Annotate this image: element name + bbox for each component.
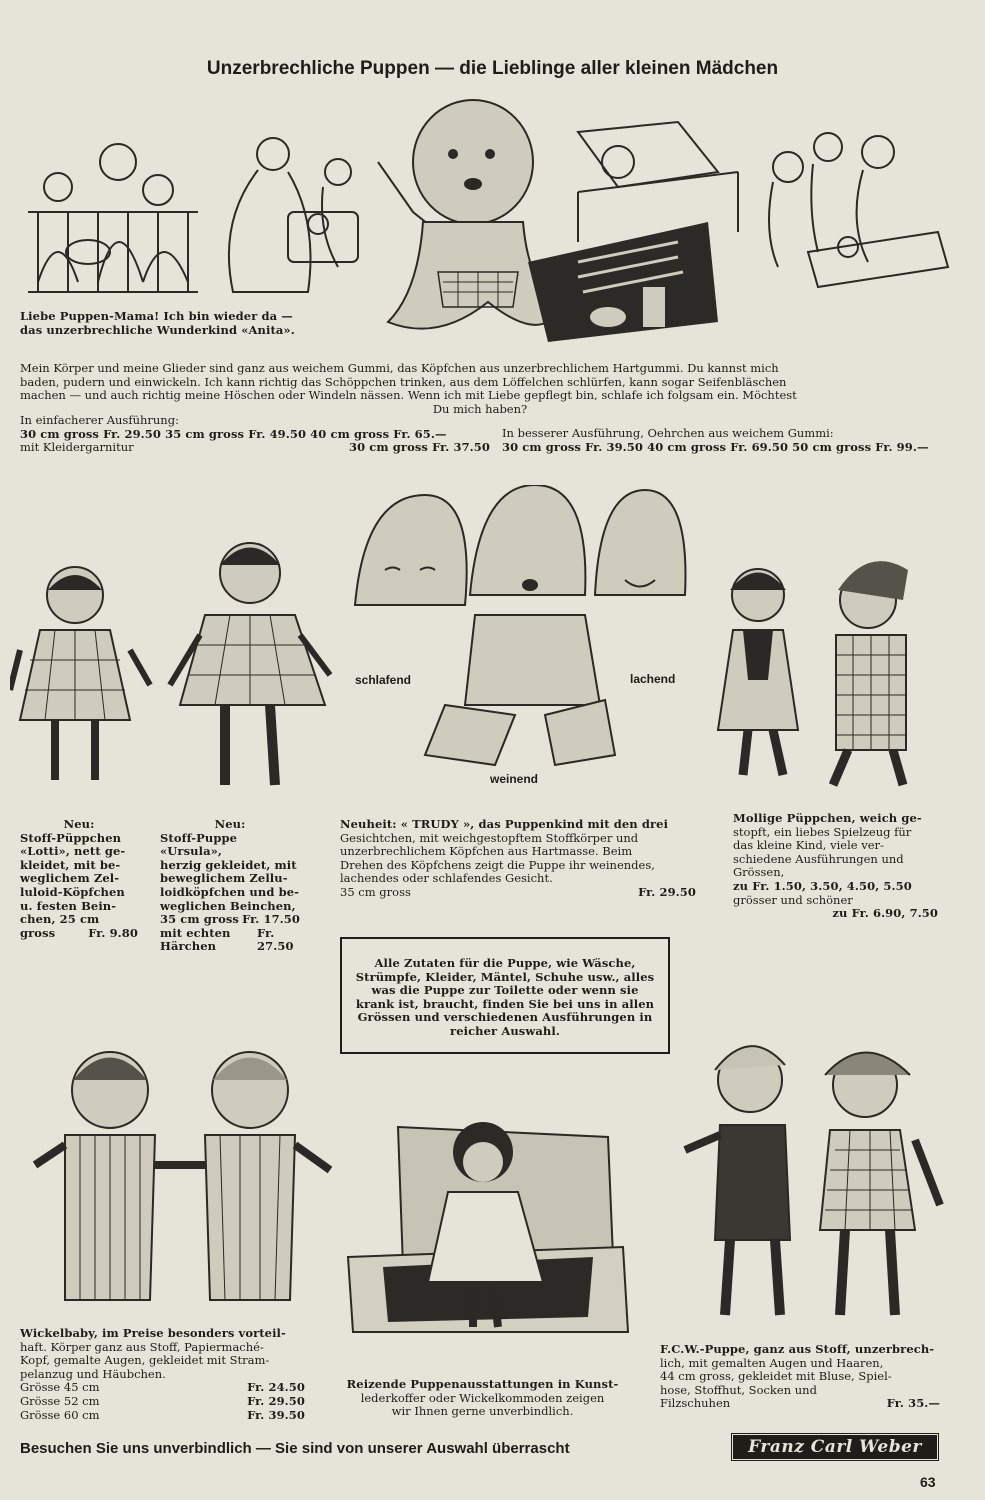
koffer-line: wir Ihnen gerne unverbindlich. [391,1404,574,1419]
fcw-line: lich, mit gemalten Augen und Haaren, [660,1355,884,1370]
trudy-line: Gesichtchen, mit weichgestopftem Stoffkörper und [340,830,639,845]
trudy-description [340,818,696,900]
anita-simple-prices [20,414,490,455]
franz-carl-weber-logo: Franz Carl Weber [730,1432,940,1462]
fcw-line: 44 cm gross, gekleidet mit Bluse, Spiel- [660,1369,892,1384]
footer-slogan: Besuchen Sie uns unverbindlich — Sie sind von unserer Auswahl überrascht [20,1440,570,1457]
mollige-dolls-illustration [708,560,938,795]
mollige-price-row1: zu Fr. 1.50, 3.50, 4.50, 5.50 [733,878,912,893]
size-price: Fr. 29.50 [247,1393,305,1408]
trudy-label-sleeping: schlafend [355,673,412,687]
anita-body-line: Mein Körper und meine Glieder sind ganz aus weichem Gummi, das Köpfchen aus unzerbrechlichem Hartgummi. Du kannst mich [20,361,779,375]
koffer-description [340,1378,625,1419]
utensil-tray [528,222,718,342]
accessories-notice-box [340,937,670,1054]
trudy-line: lachendes oder schlafendes Gesicht. [340,871,553,886]
trudy-doll-illustration [345,485,700,785]
trudy-laughing-face [595,490,686,595]
anita-caption-line2: das unzerbrechliche Wunderkind «Anita». [20,322,295,337]
notice-line: reicher Auswahl. [450,1023,560,1038]
baby-doll-anita [378,100,558,329]
anita-caption [20,310,295,337]
koffer-line: Reizende Puppenausstattungen in Kunst- [346,1377,619,1391]
fcw-line: hose, Stoffhut, Socken und [660,1382,817,1397]
lotti-price: Fr. 9.80 [88,925,138,940]
mollige-price-row2: grösser und schöner [733,892,853,907]
wickelbaby-line: Wickelbaby, im Preise besonders vorteil- [20,1326,286,1340]
trudy-size: 35 cm gross [340,884,411,899]
wickelbaby-size-row [20,1381,305,1395]
trudy-sleeping-face [355,495,467,605]
crib-sketch [578,122,738,242]
mollige-price-row3: zu Fr. 6.90, 7.50 [832,906,938,921]
trudy-label-crying: weinend [490,772,539,786]
ursula-doll-illustration [160,535,335,800]
lotti-doll-illustration [10,560,160,800]
lotti-line: Stoff-Püppchen [20,830,122,845]
wickelbaby-line: pelanzug und Häubchen. [20,1366,166,1381]
anita-caption-line1: Liebe Puppen-Mama! Ich bin wieder da — [20,309,293,323]
lotti-line: luloid-Köpfchen [20,884,125,899]
anita-body-line: baden, pudern und einwickeln. Ich kann richtig das Schöppchen trinken, aus dem Löffelchen schlürfen, kann sogar Seifenbläschen [20,374,787,389]
better-price-row: 30 cm gross Fr. 39.50 40 cm gross Fr. 69.50 50 cm gross Fr. 99.— [502,439,929,454]
size-price: Fr. 24.50 [247,1380,305,1395]
fcw-dolls-illustration [675,1030,945,1330]
ursula-line: Stoff-Puppe «Ursula», [160,830,238,859]
trudy-line: Drehen des Köpfchens zeigt die Puppe ihr weinendes, [340,857,655,872]
wickelbaby-illustration [25,1035,345,1320]
simple-row2-price: 30 cm gross Fr. 37.50 [349,440,490,455]
koffer-line: lederkoffer oder Wickelkommoden zeigen [360,1390,605,1405]
simple-row2-label: mit Kleidergarnitur [20,440,134,455]
mollige-line: das kleine Kind, viele ver- [733,838,884,853]
wickelbaby-line: haft. Körper ganz aus Stoff, Papiermaché- [20,1339,264,1354]
lotti-line: weglichem Zel- [20,871,120,886]
bath-sketch-right [769,133,948,287]
mollige-line: Grössen, [733,865,785,880]
notice-line: Alle Zutaten für die Puppe, wie Wäsche, [374,956,636,970]
notice-line: Strümpfe, Kleider, Mäntel, Schuhe usw., alles [355,969,655,984]
lotti-line: chen, 25 cm [20,912,100,927]
notice-line: krank ist, braucht, finden Sie bei uns in allen [355,996,655,1011]
anita-better-prices [502,427,942,454]
fcw-line: F.C.W.-Puppe, ganz aus Stoff, unzerbrech- [660,1342,935,1356]
ursula-line: beweglichem Zellu- [160,871,288,886]
ursula-new-label: Neu: [214,817,246,831]
page-number: 63 [920,1474,936,1490]
trudy-price: Fr. 29.50 [638,884,696,899]
lotti-description [20,818,138,940]
lotti-line: kleidet, mit be- [20,857,121,872]
size-label: Grösse 52 cm [20,1393,100,1408]
mollige-line: Mollige Püppchen, weich ge- [733,811,922,825]
fcw-last-label: Filzschuhen [660,1396,731,1411]
lotti-new-label: Neu: [63,817,95,831]
ursula-row2-label: mit echten Härchen [160,925,231,954]
ursula-row1-price: Fr. 17.50 [242,912,300,927]
size-price: Fr. 39.50 [247,1407,305,1422]
ursula-line: herzig gekleidet, mit [160,857,297,872]
ursula-line: weglichen Beinchen, [160,898,296,913]
simple-price-row: 30 cm gross Fr. 29.50 35 cm gross Fr. 49.50 40 cm gross Fr. 65.— [20,426,447,441]
ursula-line: loidköpfchen und be- [160,884,300,899]
lotti-price-label: gross [20,925,56,940]
simple-heading: In einfacherer Ausführung: [20,413,179,427]
better-heading: In besserer Ausführung, Oehrchen aus weichem Gummi: [502,426,834,440]
trudy-label-laughing: lachend [630,672,676,686]
fcw-description [660,1343,940,1411]
anita-description [20,362,940,416]
wickelbaby-description [20,1327,305,1422]
ursula-row1-label: 35 cm gross [160,912,240,927]
wickelbaby-size-row [20,1395,305,1409]
mollige-description [733,812,938,921]
ursula-description [160,818,300,954]
family-sketch-left [28,144,198,292]
trudy-line: Neuheit: « TRUDY », das Puppenkind mit den drei [340,817,669,831]
mother-sketch-left [229,138,358,292]
doll-suitcase-illustration [343,1107,633,1337]
ursula-row2-price: Fr. 27.50 [257,925,294,954]
notice-line: was die Puppe zur Toilette oder wenn sie [371,983,639,998]
trudy-crying-face [470,485,585,595]
anita-body-line: Du mich haben? [432,401,528,416]
lotti-line: «Lotti», nett ge- [20,844,126,859]
trudy-line: unzerbrechlichem Köpfchen aus Hartmasse. Beim [340,844,633,859]
notice-line: Grössen und verschiedenen Ausführungen in [357,1010,653,1025]
wickelbaby-line: Kopf, gemalte Augen, gekleidet mit Stram- [20,1353,270,1368]
size-label: Grösse 60 cm [20,1407,100,1422]
mollige-line: stopft, ein liebes Spielzeug für [733,824,912,839]
mollige-line: schiedene Ausführungen und [733,851,904,866]
wickelbaby-size-row [20,1409,305,1423]
lotti-line: u. festen Bein- [20,898,117,913]
page-headline: Unzerbrechliche Puppen — die Lieblinge aller kleinen Mädchen [206,58,779,79]
anita-body-line: machen — und auch richtig meine Höschen oder Windeln nässen. Wenn ich mit Liebe gepflegt bin, schlafe ich folgsam ein. Möchtest [20,388,797,403]
size-label: Grösse 45 cm [20,1380,100,1395]
fcw-price: Fr. 35.— [886,1396,940,1411]
